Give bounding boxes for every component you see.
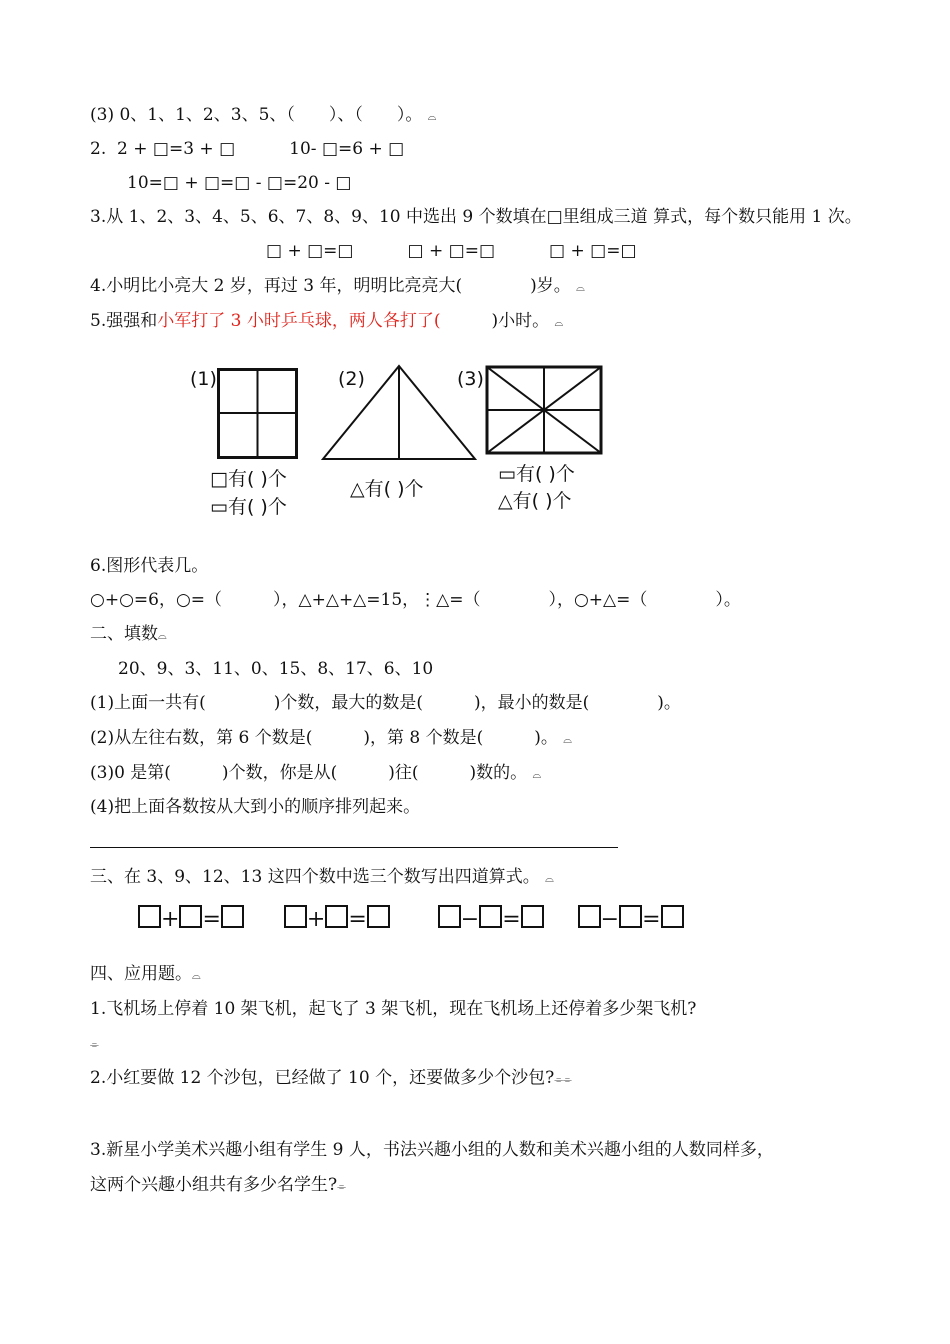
answer-box[interactable] [179, 905, 202, 928]
section-4-title: 四、应用题。⌓ [90, 964, 201, 984]
figure-3-rectangle-lines [485, 365, 603, 455]
section-2-q1: (1)上面一共有( )个数，最大的数是( )，最小的数是( )。 [90, 693, 681, 713]
figure-2-question-triangles: △有( )个 [350, 478, 424, 500]
section-4-q1: 1.飞机场上停着 10 架飞机，起飞了 3 架飞机，现在飞机场上还停着多少架飞机? [90, 999, 697, 1019]
answer-box[interactable] [578, 905, 601, 928]
answer-line [90, 847, 618, 848]
figure-1-question-rectangles: ▭有( )个 [210, 496, 287, 518]
mark-icon: ⌓ [192, 969, 201, 982]
answer-box[interactable] [367, 905, 390, 928]
section-2-title: 二、填数⌓ [90, 624, 167, 644]
section-3-equation-boxes: + = + = − = − = [138, 905, 684, 932]
answer-box[interactable] [438, 905, 461, 928]
figure-1-question-squares: □有( )个 [210, 468, 287, 490]
mark-icon: ⌓ [545, 872, 554, 885]
answer-box[interactable] [521, 905, 544, 928]
q3-equations: □ + □=□ □ + □=□ □ + □=□ [266, 241, 637, 261]
mark-icon: ⌓ [532, 768, 542, 781]
mark-icon: ⌓ [427, 110, 437, 123]
section-3-title: 三、在 3、9、12、13 这四个数中选三个数写出四道算式。 ⌓ [90, 867, 554, 887]
answer-box[interactable] [138, 905, 161, 928]
mark-icon: ⌯ [337, 1180, 346, 1193]
figure-2-label: (2) [338, 368, 365, 390]
section-4-q3-b: 这两个兴趣小组共有多少名学生?⌯ [90, 1175, 346, 1195]
answer-box[interactable] [284, 905, 307, 928]
figure-1-square-grid [217, 368, 299, 460]
answer-box[interactable] [325, 905, 348, 928]
section-2-q4: (4)把上面各数按从大到小的顺序排列起来。 [90, 797, 421, 817]
figure-1-label: (1) [190, 368, 217, 390]
section-4-q3-a: 3.新星小学美术兴趣小组有学生 9 人，书法兴趣小组的人数和美术兴趣小组的人数同样多， [90, 1140, 774, 1160]
section-2-numbers: 20、9、3、11、0、15、8、17、6、10 [118, 659, 434, 679]
q3-instruction: 3.从 1、2、3、4、5、6、7、8、9、10 中选出 9 个数填在□里组成三道 算式，每个数只能用 1 次。 [90, 207, 862, 227]
q5-pingpong: 5.强强和小军打了 3 小时乒乓球，两人各打了( )小时。 ⌓ [90, 311, 564, 331]
mark-icon: ⌓ [576, 281, 585, 294]
figure-3-label: (3) [457, 368, 484, 390]
q6-title: 6.图形代表几。 [90, 556, 209, 576]
section-2-q2: (2)从左往右数，第 6 个数是( )，第 8 个数是( )。 ⌓ [90, 728, 572, 748]
answer-box[interactable] [221, 905, 244, 928]
q6-equations: ○+○=6，○=（ ），△+△+△=15，⋮△=（ ），○+△=（ ）。 [90, 590, 741, 610]
section-2-q3: (3)0 是第( )个数，你是从( )往( )数的。 ⌓ [90, 763, 542, 783]
mark-icon: ⌯⌯ [554, 1073, 572, 1086]
figure-3-question-rectangles: ▭有( )个 [498, 463, 575, 485]
mark-icon: ⌓ [554, 316, 564, 329]
mark-icon: ⌓ [563, 733, 572, 746]
q2-equations-b: 10=□ + □=□ - □=20 - □ [127, 173, 352, 193]
q3-sequence: (3) 0、1、1、2、3、5、（ ）、（ ）。 ⌓ [90, 105, 437, 125]
figure-2-triangle [320, 364, 478, 462]
q4-age: 4.小明比小亮大 2 岁，再过 3 年，明明比亮亮大( )岁。 ⌓ [90, 276, 585, 296]
figure-3-question-triangles: △有( )个 [498, 490, 572, 512]
q1-mark-icon: ⌯ [90, 1038, 99, 1051]
section-4-q2: 2.小红要做 12 个沙包，已经做了 10 个，还要做多少个沙包?⌯⌯ [90, 1068, 572, 1088]
answer-box[interactable] [661, 905, 684, 928]
mark-icon: ⌓ [158, 629, 167, 642]
answer-box[interactable] [479, 905, 502, 928]
q2-equations-a: 2. 2 + □=3 + □ 10- □=6 + □ [90, 139, 405, 159]
answer-box[interactable] [619, 905, 642, 928]
